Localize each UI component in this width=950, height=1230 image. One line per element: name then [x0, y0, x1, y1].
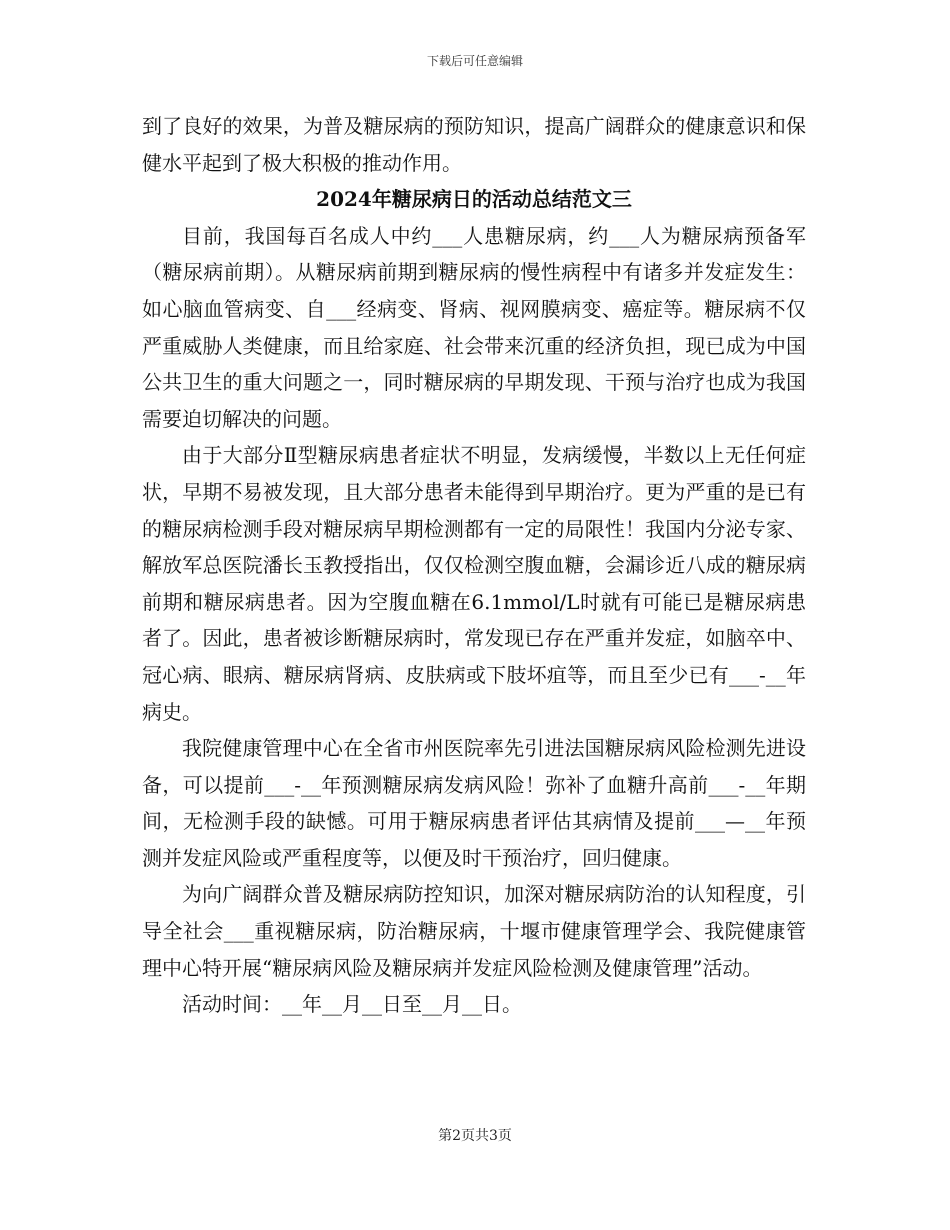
paragraph-early-detection: 由于大部分Ⅱ型糖尿病患者症状不明显，发病缓慢，半数以上无任何症状，早期不易被发现，且大部分患者未能得到早期治疗。更为严重的是已有的糖尿病检测手段对糖尿病早期检测都有一定的局限性！我国内分泌专家、解放军总医院潘长玉教授指出，仅仅检测空腹血糖，会漏诊近八成的糖尿病前期和糖尿病患者。因为空腹血糖在6.1mmol/L时就有可能已是糖尿病患者了。因此，患者被诊断糖尿病时，常发现已存在严重并发症，如脑卒中、冠心病、眼病、糖尿病肾病、皮肤病或下肢坏疽等，而且至少已有___-__年病史。 [142, 443, 806, 724]
page-header-note: 下载后可任意编辑 [426, 54, 523, 68]
paragraph-activity-time: 活动时间：__年__月__日至__月__日。 [182, 992, 522, 1017]
paragraph-risk-detection-equipment: 我院健康管理中心在全省市州医院率先引进法国糖尿病风险检测先进设备，可以提前___-__年预测糖尿病发病风险！弥补了血糖升高前___-__年期间，无检测手段的缺憾。可用于糖尿病患者评估其病情及提前___—__年预测并发症风险或严重程度等，以便及时干预治疗，回归健康。 [142, 736, 806, 870]
paragraph-continuation: 到了良好的效果，为普及糖尿病的预防知识，提高广阔群众的健康意识和保健水平起到了极大积极的推动作用。 [142, 114, 806, 175]
paragraph-diabetes-prevalence: 目前，我国每百名成人中约___人患糖尿病，约___人为糖尿病预备军（糖尿病前期）。从糖尿病前期到糖尿病的慢性病程中有诸多并发症发生：如心脑血管病变、自___经病变、肾病、视网膜病变、癌症等。糖尿病不仅严重威胁人类健康，而且给家庭、社会带来沉重的经济负担，现已成为中国公共卫生的重大问题之一，同时糖尿病的早期发现、干预与治疗也成为我国需要迫切解决的问题。 [142, 223, 806, 431]
page-number: 第2页共3页 [438, 1128, 512, 1144]
paragraph-activity-purpose: 为向广阔群众普及糖尿病防控知识，加深对糖尿病防治的认知程度，引导全社会___重视糖尿病，防治糖尿病，十堰市健康管理学会、我院健康管理中心特开展“糖尿病风险及糖尿病并发症风险检测及健康管理”活动。 [142, 882, 806, 980]
section-title: 2024年糖尿病日的活动总结范文三 [316, 187, 632, 212]
document-body [142, 108, 806, 1023]
